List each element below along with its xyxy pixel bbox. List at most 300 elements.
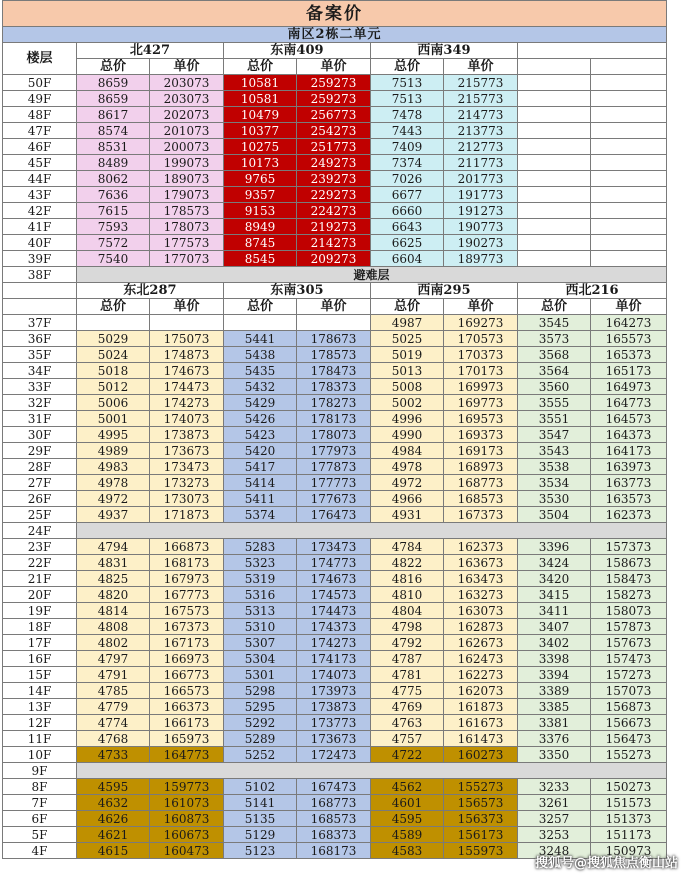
unit-price-cell: 173673 <box>297 731 371 747</box>
unit-price-header: 单价 <box>297 299 371 315</box>
refuge-row <box>3 267 667 283</box>
empty-cell <box>518 75 591 91</box>
total-price-cell: 4797 <box>77 651 150 667</box>
total-price-cell: 3555 <box>518 395 591 411</box>
total-price-cell: 7615 <box>77 203 150 219</box>
floor-label: 14F <box>3 683 77 699</box>
total-price-cell: 4781 <box>371 667 444 683</box>
unit-price-cell: 156373 <box>444 811 518 827</box>
table-row <box>3 347 667 363</box>
unit-price-cell: 150973 <box>591 843 667 859</box>
total-price-cell: 4798 <box>371 619 444 635</box>
unit-column-header: 东北287 <box>77 283 224 299</box>
unit-price-cell: 213773 <box>444 123 518 139</box>
unit-price-cell: 169273 <box>444 315 518 331</box>
empty-cell <box>518 155 591 171</box>
unit-price-cell: 200073 <box>150 139 224 155</box>
unit-price-cell: 169173 <box>444 443 518 459</box>
floor-label: 24F <box>3 523 77 539</box>
floor-label: 48F <box>3 107 77 123</box>
table-row <box>3 475 667 491</box>
unit-price-cell: 177773 <box>297 475 371 491</box>
empty-cell <box>518 171 591 187</box>
unit-price-cell: 169773 <box>444 395 518 411</box>
unit-price-cell: 178173 <box>297 411 371 427</box>
total-price-cell: 5441 <box>224 331 297 347</box>
unit-column-header: 东南409 <box>224 43 371 59</box>
total-price-cell: 4978 <box>371 459 444 475</box>
unit-price-cell: 156873 <box>591 699 667 715</box>
total-price-cell: 3424 <box>518 555 591 571</box>
total-price-cell: 4768 <box>77 731 150 747</box>
unit-price-cell: 178273 <box>297 395 371 411</box>
table-row <box>3 539 667 555</box>
total-price-cell: 8745 <box>224 235 297 251</box>
floor-label: 33F <box>3 379 77 395</box>
unit-price-cell: 165573 <box>591 331 667 347</box>
unit-price-cell: 160473 <box>150 843 224 859</box>
unit-price-cell: 158073 <box>591 603 667 619</box>
unit-price-cell: 174073 <box>150 411 224 427</box>
empty-cell <box>518 107 591 123</box>
unit-price-cell: 155273 <box>444 779 518 795</box>
unit-price-cell: 164373 <box>591 427 667 443</box>
unit-price-cell: 173073 <box>150 491 224 507</box>
table-row <box>3 795 667 811</box>
total-price-cell: 4583 <box>371 843 444 859</box>
total-price-cell: 9765 <box>224 171 297 187</box>
table-row <box>3 203 667 219</box>
unit-price-cell: 155973 <box>444 843 518 859</box>
unit-price-cell: 177673 <box>297 491 371 507</box>
unit-price-cell: 168773 <box>297 795 371 811</box>
floor-label: 28F <box>3 459 77 475</box>
total-price-cell: 5420 <box>224 443 297 459</box>
total-price-cell: 8659 <box>77 91 150 107</box>
total-price-cell: 7026 <box>371 171 444 187</box>
unit-price-cell: 177973 <box>297 443 371 459</box>
total-price-cell: 3545 <box>518 315 591 331</box>
total-price-cell: 3564 <box>518 363 591 379</box>
watermark-text: 搜狐号@搜狐焦点衡山站 <box>534 856 678 871</box>
unit-price-cell: 173773 <box>297 715 371 731</box>
floor-label: 43F <box>3 187 77 203</box>
floor-label: 10F <box>3 747 77 763</box>
total-price-cell: 4937 <box>77 507 150 523</box>
total-price-cell: 4931 <box>371 507 444 523</box>
unit-price-cell: 168573 <box>444 491 518 507</box>
unit-price-cell: 161073 <box>150 795 224 811</box>
empty-cell <box>3 299 77 315</box>
unit-price-cell: 164173 <box>591 443 667 459</box>
unit-price-cell: 163673 <box>444 555 518 571</box>
unit-price-cell: 174873 <box>150 347 224 363</box>
unit-price-cell: 173873 <box>297 699 371 715</box>
floor-label: 50F <box>3 75 77 91</box>
total-price-cell: 4996 <box>371 411 444 427</box>
unit-price-cell: 189773 <box>444 251 518 267</box>
total-price-cell: 4794 <box>77 539 150 555</box>
unit-price-cell: 174573 <box>297 587 371 603</box>
total-price-cell: 7513 <box>371 91 444 107</box>
unit-price-cell: 178573 <box>297 347 371 363</box>
table-row <box>3 571 667 587</box>
unit-price-cell: 259273 <box>297 75 371 91</box>
floor-label: 34F <box>3 363 77 379</box>
unit-price-cell: 168573 <box>297 811 371 827</box>
table-row <box>3 315 667 331</box>
total-price-cell: 5313 <box>224 603 297 619</box>
total-price-cell: 10275 <box>224 139 297 155</box>
total-price-cell: 5135 <box>224 811 297 827</box>
unit-price-header: 单价 <box>591 299 667 315</box>
empty-cell <box>591 187 667 203</box>
table-row <box>3 411 667 427</box>
table-row <box>3 827 667 843</box>
total-price-cell: 4621 <box>77 827 150 843</box>
unit-price-cell: 163773 <box>591 475 667 491</box>
unit-price-cell: 156473 <box>591 731 667 747</box>
price-sheet <box>2 0 667 859</box>
empty-cell <box>591 139 667 155</box>
empty-cell <box>518 219 591 235</box>
unit-price-cell: 212773 <box>444 139 518 155</box>
total-price-cell: 4808 <box>77 619 150 635</box>
unit-price-cell: 174673 <box>297 571 371 587</box>
total-price-cell: 4816 <box>371 571 444 587</box>
unit-price-cell: 174473 <box>150 379 224 395</box>
unit-price-cell: 157873 <box>591 619 667 635</box>
unit-price-cell: 161473 <box>444 731 518 747</box>
total-price-cell: 3385 <box>518 699 591 715</box>
unit-price-cell: 157073 <box>591 683 667 699</box>
unit-price-cell: 165373 <box>591 347 667 363</box>
total-price-cell: 4995 <box>77 427 150 443</box>
total-price-cell: 5316 <box>224 587 297 603</box>
unit-price-cell: 150273 <box>591 779 667 795</box>
empty-cell <box>518 139 591 155</box>
total-price-cell: 4814 <box>77 603 150 619</box>
unit-price-cell: 161873 <box>444 699 518 715</box>
empty-cell <box>591 203 667 219</box>
unit-price-cell: 175073 <box>150 331 224 347</box>
total-price-cell: 4779 <box>77 699 150 715</box>
table-row <box>3 123 667 139</box>
unit-price-cell: 155273 <box>591 747 667 763</box>
table-row <box>3 363 667 379</box>
lower-price-header-row <box>3 299 667 315</box>
floor-label: 9F <box>3 763 77 779</box>
total-price-cell: 5374 <box>224 507 297 523</box>
total-price-cell: 4774 <box>77 715 150 731</box>
unit-price-cell: 160873 <box>150 811 224 827</box>
floor-label: 36F <box>3 331 77 347</box>
total-price-cell: 4562 <box>371 779 444 795</box>
unit-price-cell: 201073 <box>150 123 224 139</box>
unit-price-cell: 211773 <box>444 155 518 171</box>
table-row <box>3 731 667 747</box>
total-price-cell: 3573 <box>518 331 591 347</box>
unit-price-cell: 164773 <box>150 747 224 763</box>
total-price-cell: 6677 <box>371 187 444 203</box>
unit-price-cell: 169573 <box>444 411 518 427</box>
empty-cell <box>591 155 667 171</box>
unit-price-cell: 164273 <box>591 315 667 331</box>
gap-band <box>77 763 667 779</box>
unit-price-cell: 164573 <box>591 411 667 427</box>
total-price-cell: 5323 <box>224 555 297 571</box>
floor-label: 27F <box>3 475 77 491</box>
unit-price-cell: 219273 <box>297 219 371 235</box>
unit-price-cell: 177073 <box>150 251 224 267</box>
unit-price-cell: 151173 <box>591 827 667 843</box>
unit-price-cell: 203073 <box>150 75 224 91</box>
unit-price-cell: 157673 <box>591 635 667 651</box>
total-price-cell: 3394 <box>518 667 591 683</box>
total-price-cell: 5423 <box>224 427 297 443</box>
total-price-cell: 3538 <box>518 459 591 475</box>
total-price-cell: 5141 <box>224 795 297 811</box>
unit-price-cell: 215773 <box>444 91 518 107</box>
total-price-cell: 5429 <box>224 395 297 411</box>
unit-price-cell: 167473 <box>297 779 371 795</box>
empty-cell <box>591 171 667 187</box>
total-price-cell: 3402 <box>518 635 591 651</box>
floor-header: 楼层 <box>3 43 77 75</box>
total-price-cell: 5102 <box>224 779 297 795</box>
floor-label: 17F <box>3 635 77 651</box>
unit-price-cell: 162873 <box>444 619 518 635</box>
unit-price-cell: 157273 <box>591 667 667 683</box>
unit-price-cell: 249273 <box>297 155 371 171</box>
total-price-cell: 5414 <box>224 475 297 491</box>
floor-label: 4F <box>3 843 77 859</box>
unit-price-cell: 174273 <box>297 635 371 651</box>
unit-price-cell: 161673 <box>444 715 518 731</box>
unit-price-cell: 170173 <box>444 363 518 379</box>
total-price-cell: 8531 <box>77 139 150 155</box>
empty-cell <box>518 235 591 251</box>
table-row <box>3 331 667 347</box>
unit-price-cell: 166373 <box>150 699 224 715</box>
table-row <box>3 491 667 507</box>
total-price-header: 总价 <box>224 299 297 315</box>
unit-price-cell: 156673 <box>591 715 667 731</box>
floor-label: 15F <box>3 667 77 683</box>
total-price-cell: 5024 <box>77 347 150 363</box>
unit-price-cell: 178073 <box>150 219 224 235</box>
total-price-cell: 4615 <box>77 843 150 859</box>
total-price-cell: 4984 <box>371 443 444 459</box>
total-price-cell: 10173 <box>224 155 297 171</box>
total-price-cell: 7540 <box>77 251 150 267</box>
total-price-cell: 9153 <box>224 203 297 219</box>
total-price-cell: 3560 <box>518 379 591 395</box>
total-price-cell: 4966 <box>371 491 444 507</box>
floor-label: 42F <box>3 203 77 219</box>
empty-cell <box>591 107 667 123</box>
floor-label: 22F <box>3 555 77 571</box>
empty-cell <box>518 123 591 139</box>
gap-band <box>77 523 667 539</box>
table-row <box>3 155 667 171</box>
total-price-cell: 5013 <box>371 363 444 379</box>
total-price-cell: 6625 <box>371 235 444 251</box>
total-price-cell: 3530 <box>518 491 591 507</box>
table-row <box>3 667 667 683</box>
floor-label: 12F <box>3 715 77 731</box>
sheet-body <box>3 1 667 859</box>
floor-label: 32F <box>3 395 77 411</box>
total-price-cell: 5006 <box>77 395 150 411</box>
table-row <box>3 139 667 155</box>
total-price-cell: 3504 <box>518 507 591 523</box>
total-price-cell: 3376 <box>518 731 591 747</box>
unit-price-cell: 160673 <box>150 827 224 843</box>
total-price-cell: 3543 <box>518 443 591 459</box>
table-row <box>3 427 667 443</box>
total-price-cell: 5310 <box>224 619 297 635</box>
unit-price-cell: 224273 <box>297 203 371 219</box>
floor-label: 46F <box>3 139 77 155</box>
total-price-cell: 5289 <box>224 731 297 747</box>
unit-price-cell: 162673 <box>444 635 518 651</box>
total-price-cell: 3411 <box>518 603 591 619</box>
table-row <box>3 459 667 475</box>
floor-label: 7F <box>3 795 77 811</box>
unit-price-cell: 167973 <box>150 571 224 587</box>
floor-label: 37F <box>3 315 77 331</box>
total-price-cell: 10377 <box>224 123 297 139</box>
table-row <box>3 683 667 699</box>
total-price-header: 总价 <box>77 59 150 75</box>
unit-price-cell: 191273 <box>444 203 518 219</box>
unit-price-cell: 168973 <box>444 459 518 475</box>
floor-label: 39F <box>3 251 77 267</box>
total-price-cell: 7513 <box>371 75 444 91</box>
total-price-cell: 4987 <box>371 315 444 331</box>
empty-cell <box>591 59 667 75</box>
total-price-cell: 3534 <box>518 475 591 491</box>
total-price-cell: 4757 <box>371 731 444 747</box>
unit-price-cell: 174273 <box>150 395 224 411</box>
unit-price-cell: 173673 <box>150 443 224 459</box>
empty-cell <box>150 315 224 331</box>
refuge-floor-label: 避难层 <box>77 267 667 283</box>
total-price-cell: 4831 <box>77 555 150 571</box>
empty-cell <box>591 91 667 107</box>
empty-cell <box>591 75 667 91</box>
floor-label: 13F <box>3 699 77 715</box>
table-row <box>3 443 667 459</box>
total-price-cell: 8574 <box>77 123 150 139</box>
unit-price-cell: 173473 <box>150 459 224 475</box>
empty-cell <box>77 315 150 331</box>
unit-price-cell: 162073 <box>444 683 518 699</box>
empty-cell <box>518 251 591 267</box>
total-price-cell: 5029 <box>77 331 150 347</box>
table-row <box>3 187 667 203</box>
unit-price-cell: 167573 <box>150 603 224 619</box>
total-price-cell: 5411 <box>224 491 297 507</box>
total-price-cell: 10581 <box>224 91 297 107</box>
total-price-cell: 10479 <box>224 107 297 123</box>
unit-price-cell: 215773 <box>444 75 518 91</box>
total-price-cell: 4601 <box>371 795 444 811</box>
floor-label: 18F <box>3 619 77 635</box>
unit-price-cell: 164773 <box>591 395 667 411</box>
total-price-cell: 5301 <box>224 667 297 683</box>
unit-price-header: 单价 <box>444 299 518 315</box>
total-price-cell: 5417 <box>224 459 297 475</box>
unit-price-cell: 166173 <box>150 715 224 731</box>
floor-label: 45F <box>3 155 77 171</box>
upper-price-header-row <box>3 59 667 75</box>
empty-cell <box>518 203 591 219</box>
table-row <box>3 507 667 523</box>
total-price-cell: 4769 <box>371 699 444 715</box>
lower-header-row <box>3 283 667 299</box>
unit-column-header: 西南295 <box>371 283 518 299</box>
unit-price-cell: 251773 <box>297 139 371 155</box>
empty-cell <box>591 251 667 267</box>
empty-cell <box>3 283 77 299</box>
unit-price-cell: 151373 <box>591 811 667 827</box>
unit-price-cell: 162273 <box>444 667 518 683</box>
empty-cell <box>591 123 667 139</box>
gap-row <box>3 523 667 539</box>
total-price-cell: 4595 <box>77 779 150 795</box>
floor-label: 41F <box>3 219 77 235</box>
unit-price-cell: 159773 <box>150 779 224 795</box>
total-price-cell: 3261 <box>518 795 591 811</box>
total-price-cell: 5012 <box>77 379 150 395</box>
unit-price-header: 单价 <box>150 299 224 315</box>
floor-label: 20F <box>3 587 77 603</box>
total-price-cell: 8949 <box>224 219 297 235</box>
floor-label: 35F <box>3 347 77 363</box>
unit-price-header: 单价 <box>297 59 371 75</box>
total-price-cell: 5123 <box>224 843 297 859</box>
total-price-cell: 7374 <box>371 155 444 171</box>
floor-label: 21F <box>3 571 77 587</box>
total-price-cell: 4972 <box>77 491 150 507</box>
unit-price-cell: 203073 <box>150 91 224 107</box>
total-price-cell: 4792 <box>371 635 444 651</box>
total-price-cell: 5432 <box>224 379 297 395</box>
total-price-cell: 7478 <box>371 107 444 123</box>
unit-price-cell: 174473 <box>297 603 371 619</box>
total-price-cell: 5018 <box>77 363 150 379</box>
total-price-cell: 5426 <box>224 411 297 427</box>
total-price-header: 总价 <box>224 59 297 75</box>
total-price-header: 总价 <box>371 59 444 75</box>
total-price-cell: 8659 <box>77 75 150 91</box>
unit-price-cell: 174073 <box>297 667 371 683</box>
table-row <box>3 395 667 411</box>
unit-price-cell: 165973 <box>150 731 224 747</box>
empty-cell <box>518 59 591 75</box>
unit-price-cell: 174173 <box>297 651 371 667</box>
total-price-cell: 8617 <box>77 107 150 123</box>
empty-cell <box>518 43 667 59</box>
total-price-cell: 7409 <box>371 139 444 155</box>
unit-price-cell: 158473 <box>591 571 667 587</box>
total-price-cell: 4804 <box>371 603 444 619</box>
total-price-cell: 3396 <box>518 539 591 555</box>
floor-label: 19F <box>3 603 77 619</box>
unit-price-cell: 177573 <box>150 235 224 251</box>
